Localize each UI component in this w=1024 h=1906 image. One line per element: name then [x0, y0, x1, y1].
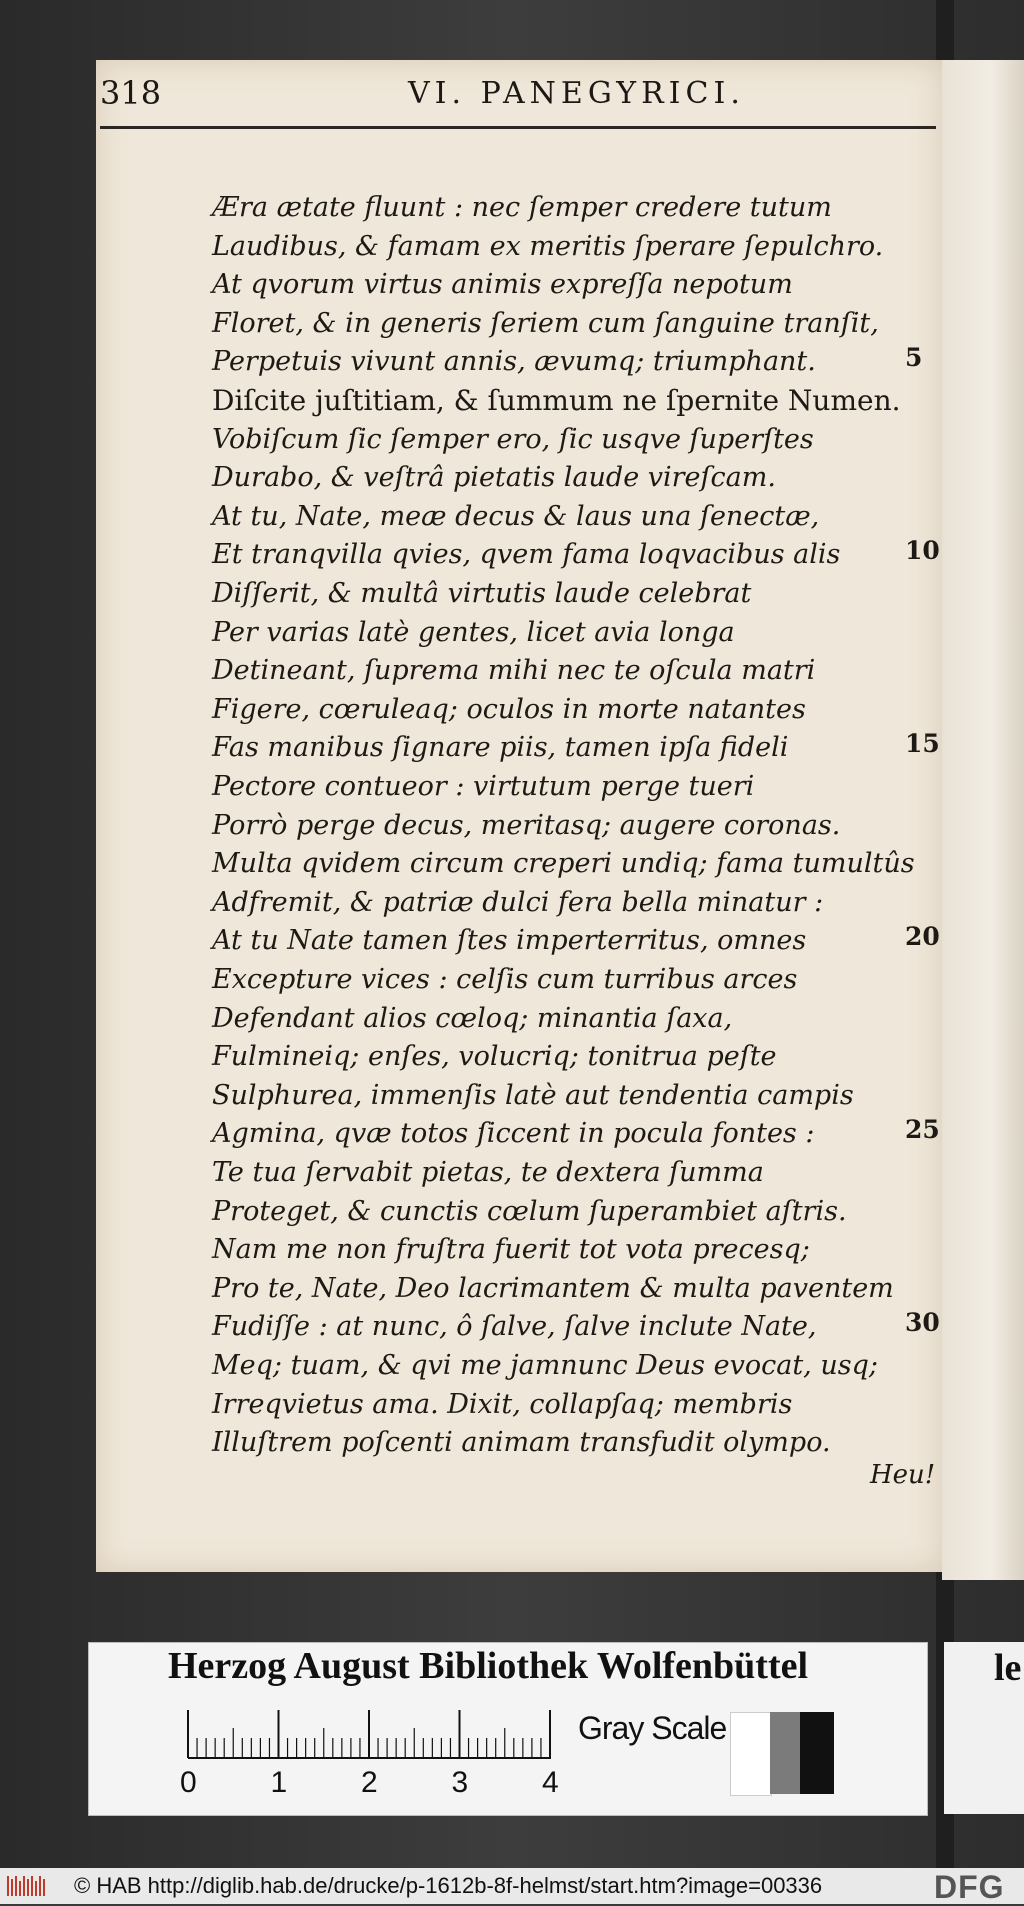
line-number: 15 [905, 729, 940, 759]
catchword: Heu! [870, 1460, 936, 1490]
verse-line: Diſcite juſtitiam, & ſummum ne ſpernite Numen. [212, 384, 901, 417]
verse-line: Irreqvietus ama. Dixit, collapſaq; membris [212, 1388, 793, 1420]
ruler-number: 3 [451, 1766, 469, 1799]
verse-line: Fulmineiq; enſes, volucriq; tonitrua peſte [212, 1041, 777, 1073]
verse-line: Porrò perge decus, meritasq; augere coronas. [212, 809, 841, 841]
verse-line: At tu, Nate, meæ decus & laus una ſenectæ, [212, 500, 820, 532]
running-head: VI. PANEGYRICI. [408, 76, 745, 111]
neighbour-page [942, 60, 1024, 1580]
line-number: 10 [905, 536, 940, 566]
verse-line: Laudibus, & famam ex meritis ſperare ſepulchro. [212, 230, 884, 262]
hab-logo-icon [6, 1873, 48, 1899]
verse-line: Sulphurea, immenſis latè aut tendentia campis [212, 1079, 854, 1111]
ruler-number: 2 [361, 1766, 378, 1799]
page-number: 318 [100, 74, 162, 112]
verse-line: Te tua ſervabit pietas, te dextera ſumma [212, 1157, 764, 1188]
gray-swatch-mid [770, 1712, 800, 1794]
verse-line: Pectore contueor : virtutum perge tueri [212, 771, 755, 802]
verse-line: Vobiſcum ſic ſemper ero, ſic usqve ſuperſtes [212, 423, 814, 455]
footer-source-url[interactable]: © HAB http://diglib.hab.de/drucke/p-1612b-8f-helmst/start.htm?image=00336 [74, 1873, 823, 1898]
ruler-number: 0 [180, 1766, 197, 1799]
line-number: 25 [905, 1115, 940, 1145]
verse-line: Defendant alios cœloq; minantia ſaxa, [212, 1002, 733, 1034]
verse-line: Perpetuis vivunt annis, ævumq; triumphant. [212, 346, 816, 378]
verse-line: Agmina, qvæ totos ſiccent in pocula fontes : [212, 1118, 815, 1150]
verse-line: Per varias latè gentes, licet avia longa [212, 616, 735, 648]
ruler [186, 1710, 556, 1760]
line-number: 5 [905, 343, 923, 373]
verse-line: Detineant, ſuprema mihi nec te oſcula matri [212, 655, 816, 687]
ruler-number: 1 [270, 1766, 288, 1799]
target-title: Herzog August Bibliothek Wolfenbüttel [167, 1645, 809, 1687]
verse-line: Fas manibus ſignare piis, tamen ipſa fideli [212, 732, 789, 764]
gray-scale-label: Gray Scale [578, 1710, 727, 1746]
verse-line: Adfremit, & patriæ dulci fera bella minatur : [212, 886, 824, 918]
line-number: 20 [905, 922, 940, 952]
verse-line: Fudiſſe : at nunc, ô ſalve, ſalve inclute Nate, [212, 1311, 817, 1343]
verse-line: Figere, cœruleaq; oculos in morte natantes [212, 693, 806, 725]
verse-line: Æra ætate fluunt : nec ſemper credere tutum [212, 192, 832, 223]
verse-line: Proteget, & cunctis cœlum ſuperambiet aſtris. [212, 1195, 847, 1227]
verse-line: Illuſtrem poſcenti animam transfudit olympo. [212, 1427, 831, 1459]
verse-line: At tu Nate tamen ſtes imperterritus, omnes [212, 925, 807, 957]
verse-line: Diſſerit, & multâ virtutis laude celebrat [212, 578, 752, 609]
verse-line: Durabo, & veſtrâ pietatis laude vireſcam. [212, 462, 776, 494]
verse-line: Et tranqvilla qvies, qvem fama loqvacibus alis [212, 539, 841, 571]
verse-line: Nam me non fruſtra fuerit tot vota precesq; [212, 1234, 810, 1266]
verse-line: Multa qvidem circum creperi undiq; fama tumultûs [212, 848, 915, 880]
header-rule [100, 126, 936, 129]
verse-line: Pro te, Nate, Deo lacrimantem & multa paventem [212, 1272, 894, 1304]
ruler-number: 4 [542, 1766, 559, 1799]
dfg-logo: DFG [934, 1869, 1005, 1905]
verse-line: At qvorum virtus animis expreſſa nepotum [212, 269, 793, 301]
verse-line: Floret, & in generis ſeriem cum ſanguine tranſit, [212, 307, 879, 339]
verse-line: Excepture vices : celſis cum turribus arces [212, 964, 798, 995]
neighbour-target-text: le [994, 1647, 1022, 1689]
gray-swatch-white [730, 1712, 772, 1796]
verse-line: Meq; tuam, & qvi me jamnunc Deus evocat, usq; [212, 1350, 878, 1381]
line-number: 30 [905, 1308, 940, 1338]
gray-swatch-black [800, 1712, 834, 1794]
